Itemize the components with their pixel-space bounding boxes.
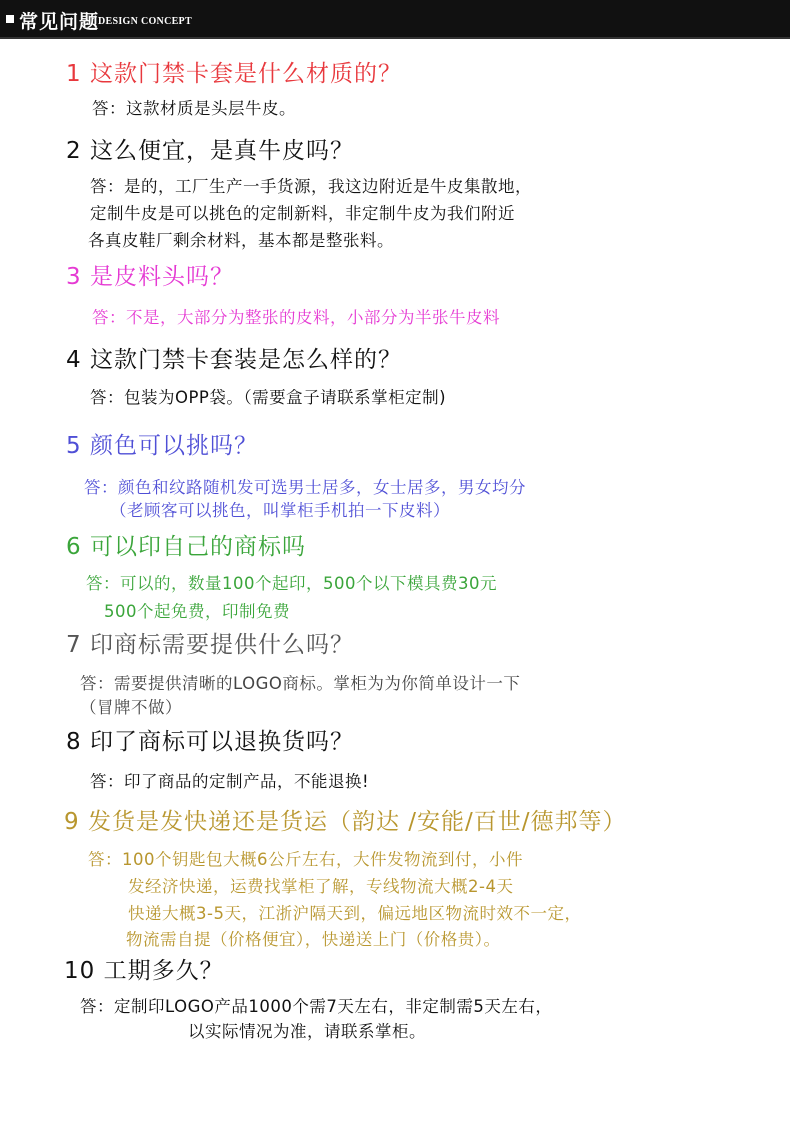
header-title: 常见问题 [19, 11, 100, 33]
faq-question-3: 3 是皮料头吗？ [66, 264, 234, 290]
faq-answer-9-line-1: 答：100个钥匙包大概6公斤左右，大件发物流到付，小件 [88, 850, 523, 869]
faq-answer-8-line-1: 答：印了商品的定制产品，不能退换! [90, 772, 370, 791]
square-bullet-icon [6, 15, 14, 23]
faq-answer-6-line-1: 答：可以的，数量100个起印，500个以下模具费30元 [86, 574, 497, 593]
header-subtitle: DESIGN CONCEPT [98, 16, 192, 27]
faq-answer-9-line-3: 快递大概3-5天，江浙沪隔天到，偏远地区物流时效不一定， [128, 904, 582, 923]
faq-question-9: 9 发货是发快递还是货运（韵达 /安能/百世/德邦等） [64, 809, 627, 835]
faq-answer-1-line-1: 答：这款材质是头层牛皮。 [92, 99, 296, 118]
faq-answer-6-line-2: 500个起免费，印制免费 [104, 602, 290, 621]
faq-question-5: 5 颜色可以挑吗？ [66, 433, 258, 459]
section-header [0, 0, 790, 39]
faq-question-2: 2 这么便宜，是真牛皮吗？ [66, 138, 354, 164]
faq-answer-2-line-2: 定制牛皮是可以挑色的定制新料，非定制牛皮为我们附近 [90, 204, 515, 223]
faq-answer-5-line-1: 答：颜色和纹路随机发可选男士居多，女士居多，男女均分 [84, 478, 526, 497]
faq-answer-5-line-2: （老顾客可以挑色，叫掌柜手机拍一下皮料） [110, 501, 450, 520]
faq-answer-9-line-2: 发经济快递，运费找掌柜了解，专线物流大概2-4天 [128, 877, 514, 896]
faq-answer-2-line-1: 答：是的，工厂生产一手货源，我这边附近是牛皮集散地， [90, 177, 532, 196]
faq-answer-2-line-3: 各真皮鞋厂剩余材料，基本都是整张料。 [88, 231, 394, 250]
faq-answer-9-line-4: 物流需自提（价格便宜），快递送上门（价格贵）。 [126, 930, 501, 949]
faq-question-6: 6 可以印自己的商标吗 [66, 534, 306, 560]
faq-question-4: 4 这款门禁卡套装是怎么样的？ [66, 347, 402, 373]
faq-question-8: 8 印了商标可以退换货吗？ [66, 729, 354, 755]
faq-answer-7-line-1: 答：需要提供清晰的LOGO商标。掌柜为为你简单设计一下 [80, 674, 521, 693]
faq-question-10: 10 工期多久？ [64, 958, 224, 984]
faq-answer-10-line-2: 以实际情况为准，请联系掌柜。 [188, 1022, 426, 1041]
faq-question-1: 1 这款门禁卡套是什么材质的？ [66, 61, 402, 87]
faq-answer-10-line-1: 答：定制印LOGO产品1000个需7天左右，非定制需5天左右， [80, 997, 553, 1016]
faq-answer-7-line-2: （冒牌不做） [80, 698, 182, 717]
faq-answer-4-line-1: 答：包装为OPP袋。（需要盒子请联系掌柜定制) [90, 388, 447, 407]
faq-answer-3-line-1: 答：不是，大部分为整张的皮料，小部分为半张牛皮料 [92, 308, 500, 327]
faq-question-7: 7 印商标需要提供什么吗？ [66, 632, 354, 658]
